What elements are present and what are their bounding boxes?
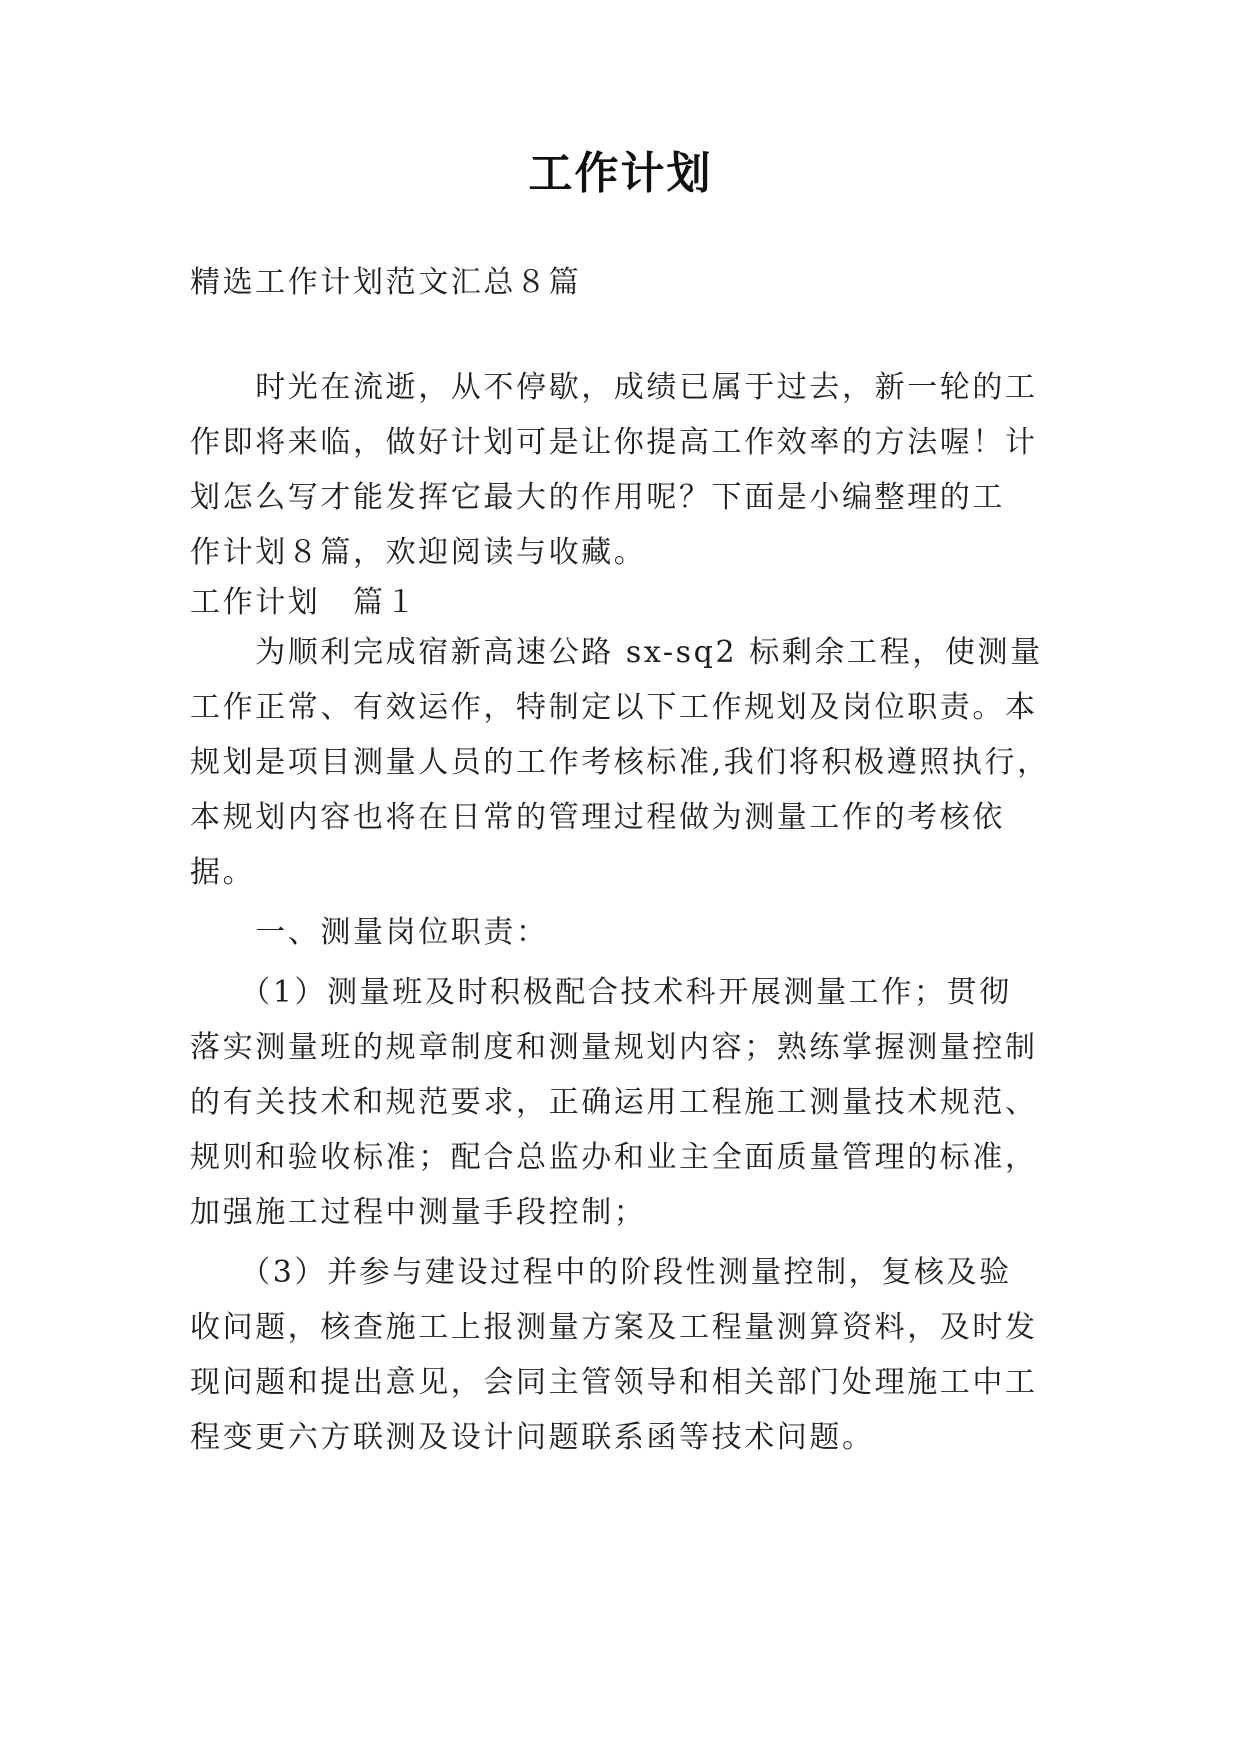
item-3-line: 收问题，核查施工上报测量方案及工程量测算资料，及时发 <box>190 1310 1038 1345</box>
item-1-line: 落实测量班的规章制度和测量规划内容；熟练掌握测量控制 <box>190 1030 1038 1065</box>
item-3-line: 程变更六方联测及设计问题联系函等技术问题。 <box>190 1420 875 1455</box>
section-paragraph-line: 据。 <box>190 855 256 890</box>
section-paragraph-line: 工作正常、有效运作，特制定以下工作规划及岗位职责。本 <box>190 690 1038 725</box>
item-3-line: 现问题和提出意见，会同主管领导和相关部门处理施工中工 <box>190 1365 1038 1400</box>
section-paragraph-line: 本规划内容也将在日常的管理过程做为测量工作的考核依 <box>190 800 1005 835</box>
item-3-line: （3）并参与建设过程中的阶段性测量控制，复核及验 <box>190 1255 1012 1290</box>
document-title: 工作计划 <box>528 148 713 199</box>
intro-line: 划怎么写才能发挥它最大的作用呢？下面是小编整理的工 <box>190 480 1005 515</box>
item-1-line: 规则和验收标准；配合总监办和业主全面质量管理的标准， <box>190 1140 1038 1175</box>
item-1-line: 加强施工过程中测量手段控制； <box>190 1195 647 1230</box>
document-subtitle: 精选工作计划范文汇总８篇 <box>190 265 582 300</box>
intro-line: 作即将来临，做好计划可是让你提高工作效率的方法喔！计 <box>190 425 1038 460</box>
section-paragraph-line: 为顺利完成宿新高速公路 sx-sq2 标剩余工程，使测量 <box>190 635 1043 670</box>
section-heading: 工作计划 篇１ <box>190 585 419 620</box>
intro-line: 作计划８篇，欢迎阅读与收藏。 <box>190 535 647 570</box>
item-heading: 一、测量岗位职责： <box>190 915 549 950</box>
item-1-line: （1）测量班及时积极配合技术科开展测量工作；贯彻 <box>190 975 1012 1010</box>
section-paragraph-line: 规划是项目测量人员的工作考核标准,我们将积极遵照执行， <box>190 745 1050 780</box>
item-1-line: 的有关技术和规范要求，正确运用工程施工测量技术规范、 <box>190 1085 1038 1120</box>
intro-line: 时光在流逝，从不停歇，成绩已属于过去，新一轮的工 <box>190 370 1038 405</box>
